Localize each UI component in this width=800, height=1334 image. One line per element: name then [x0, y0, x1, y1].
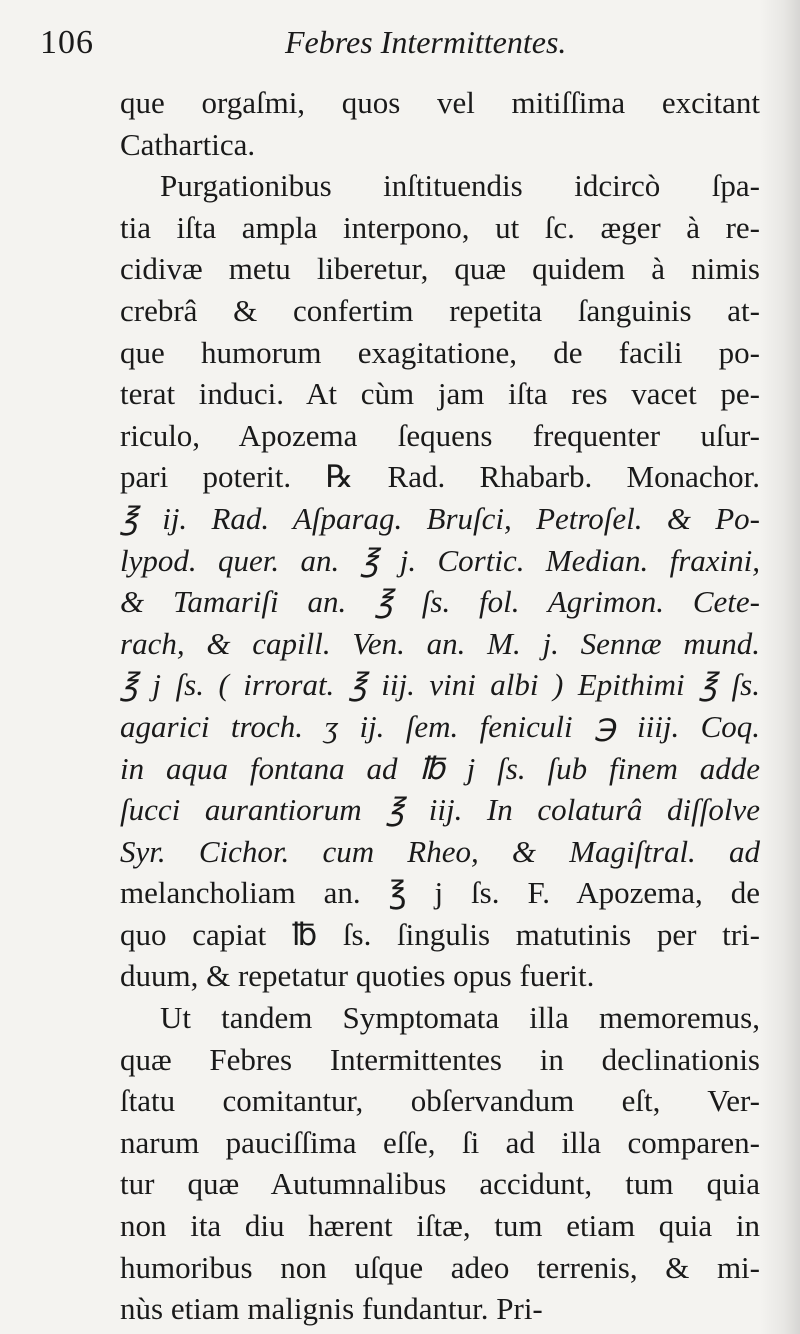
page-header [0, 18, 800, 68]
text-line: Purgationibus inſtituendis idcircò ſpa- [160, 168, 760, 204]
text-line: quæ Febres Intermittentes in declinationis [120, 1041, 760, 1077]
text-line: in aqua fontana ad ℔ j ſs. ſub finem adde [120, 750, 760, 786]
text-line: Cathartica. [120, 126, 256, 162]
text-line: Ut tandem Symptomata illa memoremus, [160, 1000, 760, 1036]
text-line: crebrâ & confertim repetita ſanguinis at- [120, 292, 760, 328]
text-line: duum, & repetatur quoties opus fuerit. [120, 958, 595, 994]
text-line: ſucci aurantiorum ℥ iij. In colaturâ diſſolve [120, 792, 760, 828]
text-line: terat induci. At cùm jam iſta res vacet pe- [120, 376, 760, 412]
text-line: que humorum exagitatione, de facili po- [120, 334, 760, 370]
text-line: tia iſta ampla interpono, ut ſc. æger à re- [120, 209, 760, 245]
text-line: humoribus non uſque adeo terrenis, & mi- [120, 1249, 760, 1285]
page-body [120, 82, 760, 1330]
text-line: rach, & capill. Ven. an. M. j. Sennæ mund. [120, 625, 760, 661]
text-line: cidivæ metu liberetur, quæ quidem à nimis [120, 251, 760, 287]
text-line: ℥ ij. Rad. Aſparag. Bruſci, Petroſel. & Po- [120, 500, 760, 536]
text-line: tur quæ Autumnalibus accidunt, tum quia [120, 1166, 760, 1202]
text-line: que orgaſmi, quos vel mitiſſima excitant [120, 85, 760, 120]
text-line: nùs etiam malignis fundantur. Pri- [120, 1291, 543, 1327]
text-line: narum pauciſſima eſſe, ſi ad illa comparen- [120, 1124, 760, 1160]
text-line: melancholiam an. ℥ j ſs. F. Apozema, de [120, 875, 760, 911]
text-line: & Tamariſi an. ℥ ſs. fol. Agrimon. Cete- [120, 584, 760, 620]
text-line: Syr. Cichor. cum Rheo, & Magiſtral. ad [120, 833, 760, 869]
text-line: ſtatu comitantur, obſervandum eſt, Ver- [120, 1083, 760, 1119]
text-line: ℥ j ſs. ( irrorat. ℥ iij. vini albi ) Epithimi ℥ ſs. [120, 667, 760, 703]
text-line: pari poterit. ℞ Rad. Rhabarb. Monachor. [120, 459, 760, 495]
text-line: quo capiat ℔ ſs. ſingulis matutinis per tri- [120, 916, 760, 952]
text-line: riculo, Apozema ſequens frequenter uſur- [120, 417, 760, 453]
text-line: lypod. quer. an. ℥ j. Cortic. Median. fraxini, [120, 542, 760, 578]
text-line: non ita diu hærent iſtæ, tum etiam quia in [120, 1208, 760, 1244]
text-line: agarici troch. ʒ ij. ſem. feniculi ℈ iiij. Coq. [120, 708, 760, 744]
running-head: Febres Intermittentes. [285, 24, 567, 60]
page-edge-shadow [760, 0, 800, 1334]
page-number: 106 [40, 24, 94, 61]
